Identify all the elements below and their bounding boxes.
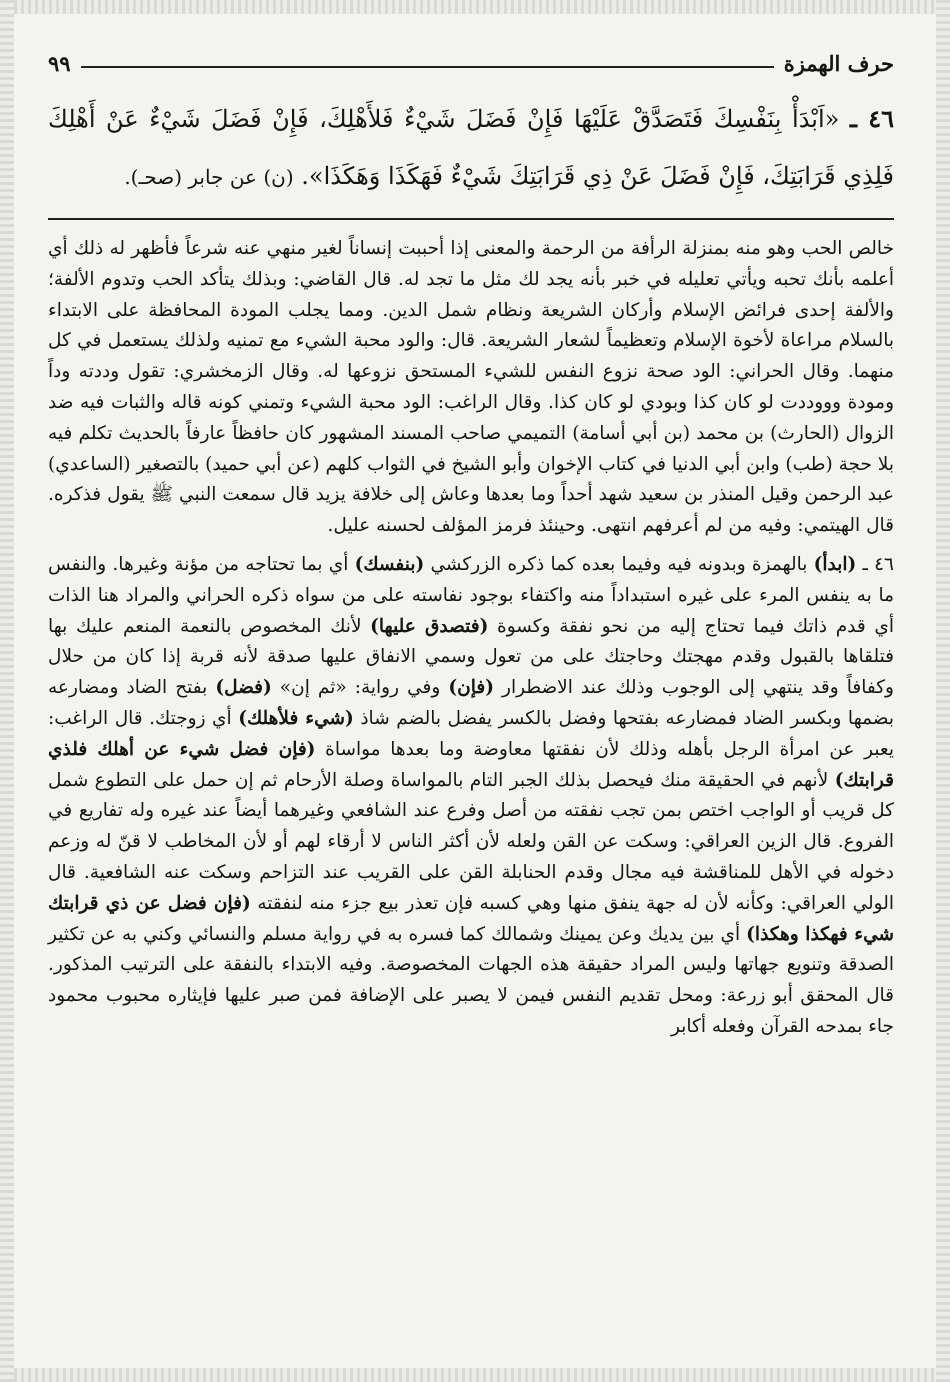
hadith-matn: «اَبْدَأْ بِنَفْسِكَ فَتَصَدَّقْ عَلَيْهَا فَإِنْ فَضَلَ شَيْءٌ فَلأَهْلِكَ، فَإِنْ فَضَلَ شَيْءٌ عَنْ أَهْلِكَ فَلِذِي قَرَابَتِكَ، فَإِنْ فَضَلَ عَنْ ذِي قَرَابَتِكَ شَيْءٌ فَهَكَذَا وَهَكَذَا». [48,105,894,190]
commentary-text: لأنهم في الحقيقة منك فيحصل بذلك الجبر التام بالمواساة وصلة الأرحام ثم إن حمل على التطوع شمل كل قريب أو الواجب اختص بمن تجب نفقته من أصل وفرع عند الشافعي وغيرهما أيضاً عند غيره وله تفاريع في الفروع. قال الزين العراقي: وسكت عن القن ولعله لأن أكثر الناس لا أرقاء لهم أو لأن المخاطب لا قنّ له وزعم دخوله في الأهل للمناقشة فيه مجال وقدم الحنابلة القن على القريب عند التزاحم وسكت عنه الشافعية. قال الولي العراقي: وكأنه لأن له جهة ينفق منها وهي كسبه فإن تعذر بيع جزء منه لنفقته [48,769,894,914]
commentary-text: بالهمزة وبدونه فيه وفيما بعده كما ذكره الزركشي [430,553,808,575]
scan-border-bottom [0,1368,950,1382]
quoted-term: (بنفسك) [354,553,425,575]
quoted-term: (شيء فلأهلك) [238,707,354,729]
quoted-term: (فإن فضل عن ذي قرابتك شيء فهكذا وهكذا) [48,892,894,945]
page-number: ٩٩ [48,51,71,76]
quoted-term: (فضل) [215,677,272,699]
commentary [48,234,894,1043]
quoted-term: (فإن فضل شيء عن أهلك فلذي قرابتك) [48,738,894,791]
commentary-text: أي زوجتك. قال الراغب: يعبر عن امرأة الرجل بأهله وذلك لأن نفقتها معاوضة وما بعدها مواساة [48,707,894,760]
running-head [48,40,894,76]
commentary-text: بفتح الضاد ومضارعه بضمها وبكسر الضاد فمضارعه بفتحها وفضل بالكسر يفضل بالضم شاذ [48,677,894,729]
header-rule [81,66,774,68]
commentary-text: وفي رواية: «ثم إن» [279,677,441,699]
text-commentary-separator [48,218,894,220]
hadith-text [48,90,894,206]
commentary-paragraph-2 [48,550,894,1043]
entry-number: ٤٦ ـ [862,553,894,575]
chapter-title: حرف الهمزة [783,51,894,76]
quoted-term: (فإن) [448,677,494,699]
commentary-paragraph-1: خالص الحب وهو منه بمنزلة الرأفة من الرحمة والمعنى إذا أحببت إنساناً لغير منهي عنه شرعاً فأظهر له ذلك أي أعلمه بأنك تحبه ويأتي تعليله في خبر بأنه يجد لك مثل ما تجد له. قال القاضي: وبذلك يتأكد الحب وتدوم الألفة؛ والألفة إحدى فرائض الإسلام وأركان الشريعة ونظام شمل الدين. ومما يجلب المودة المحافظة على الابتداء بالسلام مراعاة لأخوة الإسلام وتعظيماً لشعار الشريعة. قال: والود محبة الشيء مع تمنيه ولذلك يستعمل في كل منهما. وقال الحراني: الود صحة نزوع النفس للشيء المستحق نزوعها له. وقال الزمخشري: تقول وددته وداً ومودة وووددت لو كان كذا وبودي لو كان كذا. وقال الراغب: الود محبة الشيء وتمني كونه قاله والثبات فيه ضد الزوال (الحارث) بن محمد (بن أبي أسامة) التميمي صاحب المسند المشهور كان حافظاً عارفاً بالحديث تكلم فيه بلا حجة (طب) وابن أبي الدنيا في كتاب الإخوان وأبو الشيخ في الثواب كلهم (عن أبي حميد) بالتصغير (الساعدي) عبد الرحمن وقيل المنذر بن سعيد شهد أحداً وما بعدها وعاش إلى خلافة يزيد قال سمعت النبي ﷺ يقول فذكره. قال الهيتمي: وفيه من لم أعرفهم انتهى. وحينئذ فرمز المؤلف لحسنه عليل. [48,238,894,537]
scan-border-left [0,0,14,1382]
quoted-term: (ابدأ) [813,553,857,575]
book-page [48,40,894,1043]
quoted-term: (فتصدق عليها) [370,615,489,637]
commentary-text: أي بين يديك وعن يمينك وشمالك كما فسره به في رواية مسلم والنسائي وكني به عن تكثير الصدقة وتنويع جهاتها وليس المراد حقيقة هذه الجهات المخصوصة. وفيه الابتداء بالنفقة على الترتيب المذكور. قال المحقق أبو زرعة: ومحل تقديم النفس فيمن لا يصبر على الإضافة فمن صبر عليها فإيثاره محبوب محمود جاء بمدحه القرآن وفعله أكابر [48,923,894,1037]
scan-border-top [0,0,950,14]
commentary-text: أي بما تحتاجه من مؤنة وغيرها. والنفس ما به ينفس المرء على غيره استبداداً منه واكتفاء بوجود نفاسته على من سواه ذكره الحراني والمراد هنا الذات أي قدم ذاتك فيما تحتاج إليه من نحو نفقة وكسوة [48,553,894,637]
hadith-source: (ن) عن جابر (صحـ). [124,165,294,189]
commentary-text: لأنك المخصوص بالنعمة المنعم عليك بها فتلقاها بالقبول وقدم مهجتك وحاجتك على من تعول وسمي الانفاق عليها صدقة لأنه قربة إذا كان من حلال وكفافاً وقد ينتهي إلى الوجوب وذلك عند الاضطرار [48,615,894,699]
hadith-number: ٤٦ ـ [849,104,894,133]
scan-border-right [936,0,950,1382]
